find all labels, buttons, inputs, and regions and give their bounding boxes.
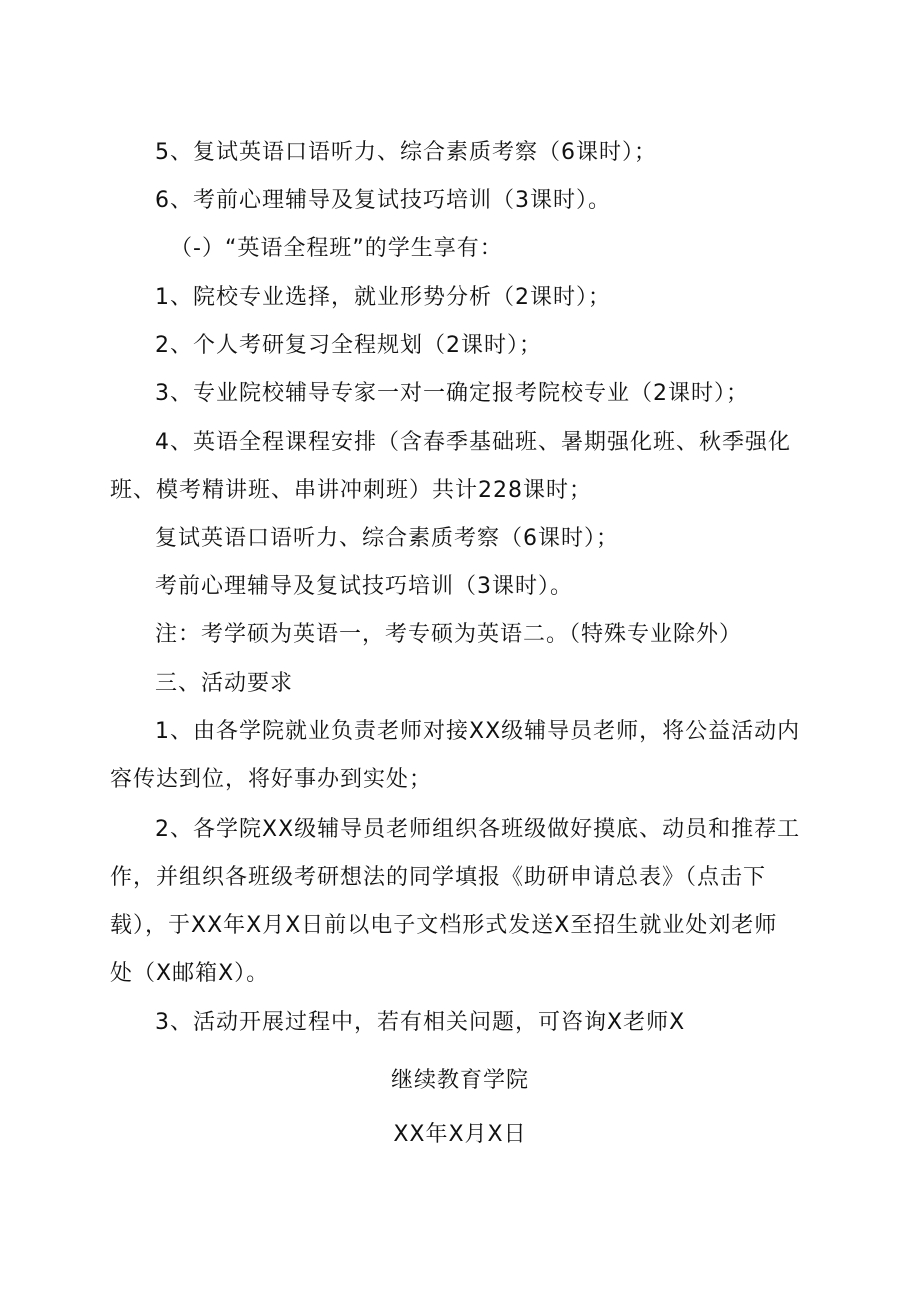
list-item-1: 1、院校专业选择，就业形势分析（2课时）；	[155, 285, 611, 310]
requirement-item-1: 1、由各学院就业负责老师对接XX级辅导员老师，将公益活动内	[155, 719, 801, 744]
list-item-3: 3、专业院校辅导专家一对一确定报考院校专业（2课时）；	[155, 381, 749, 406]
requirement-item-3: 3、活动开展过程中，若有相关问题，可咨询X老师X	[155, 1010, 686, 1035]
requirement-item-2-continued-c: 处（X邮箱X）。	[110, 961, 270, 986]
requirement-item-2: 2、各学院XX级辅导员老师组织各班级做好摸底、动员和推荐工	[155, 817, 801, 842]
list-item-6: 6、考前心理辅导及复试技巧培训（3课时）。	[155, 188, 611, 213]
list-item-4-continued: 班、模考精讲班、串讲冲刺班）共计228课时；	[110, 478, 592, 503]
list-item-4: 4、英语全程课程安排（含春季基础班、暑期强化班、秋季强化	[155, 430, 791, 455]
signature-date: XX年X月X日	[393, 1122, 527, 1147]
list-item-2: 2、个人考研复习全程规划（2课时）；	[155, 333, 542, 358]
section-heading-english-course: （-）“英语全程班”的学生享有：	[170, 236, 503, 261]
requirement-item-1-continued: 容传达到位，将好事办到实处；	[110, 767, 433, 792]
paragraph-retest-english: 复试英语口语听力、综合素质考察（6课时）；	[155, 526, 619, 551]
list-item-5: 5、复试英语口语听力、综合素质考察（6课时）；	[155, 140, 657, 165]
note-paragraph: 注：考学硕为英语一，考专硕为英语二。（特殊专业除外）	[155, 622, 743, 647]
signature-organization: 继续教育学院	[390, 1068, 529, 1093]
paragraph-psych-counseling: 考前心理辅导及复试技巧培训（3课时）。	[155, 574, 573, 599]
requirement-item-2-continued-b: 载），于XX年X月X日前以电子文档形式发送X至招生就业处刘老师	[110, 913, 778, 938]
requirement-item-2-continued-a: 作，并组织各班级考研想法的同学填报《助研申请总表》（点击下	[110, 865, 767, 890]
section-heading-requirements: 三、活动要求	[155, 671, 294, 696]
